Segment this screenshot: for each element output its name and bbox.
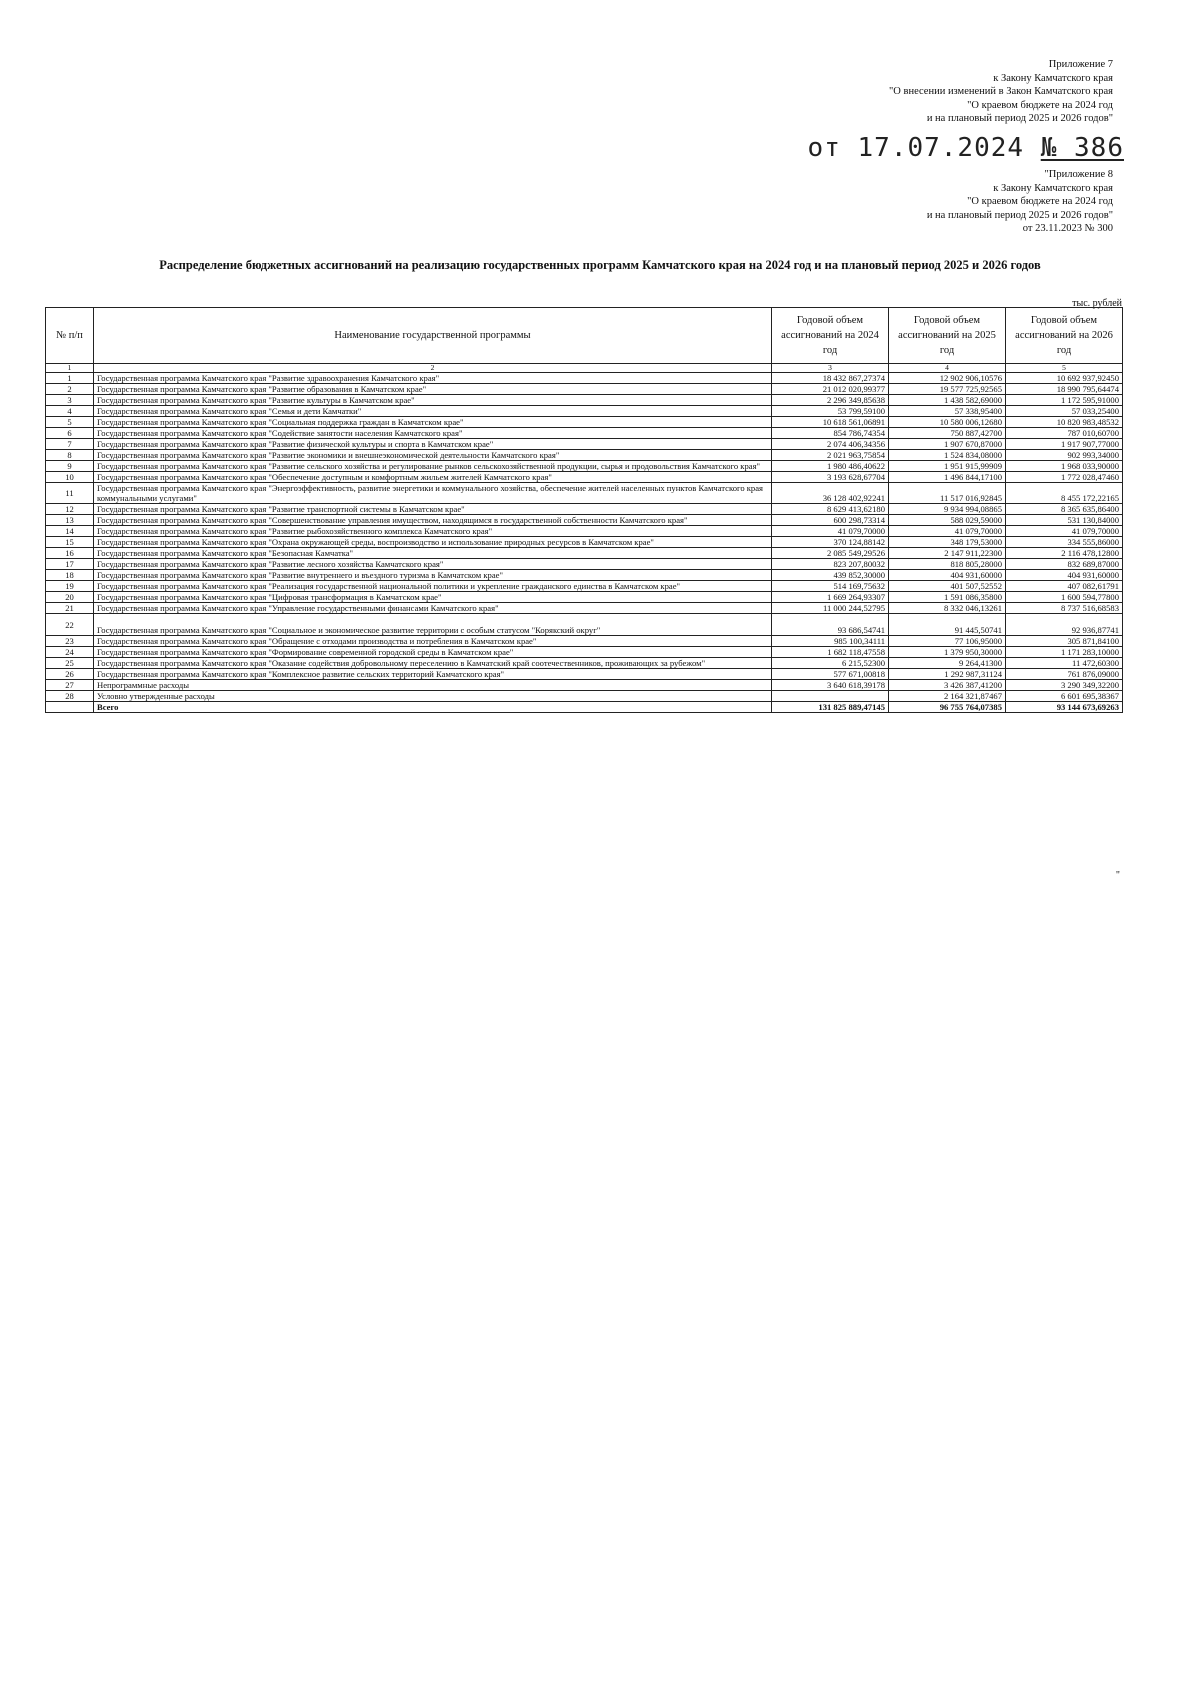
program-name: Государственная программа Камчатского края "Совершенствование управления имуществом, находящимся в государственной собственности Камчатского края" bbox=[94, 515, 772, 526]
table-row bbox=[46, 559, 1123, 570]
value-2026: 3 290 349,32200 bbox=[1006, 680, 1123, 691]
program-name: Государственная программа Камчатского края "Энергоэффективность, развитие энергетики и коммунального хозяйства, обеспечение жителей населенных пунктов Камчатского края коммунальными услугами" bbox=[94, 483, 772, 504]
value-2025: 818 805,28000 bbox=[889, 559, 1006, 570]
row-number: 7 bbox=[46, 439, 94, 450]
value-2025: 348 179,53000 bbox=[889, 537, 1006, 548]
program-name: Государственная программа Камчатского края "Социальная поддержка граждан в Камчатском крае" bbox=[94, 417, 772, 428]
total-2026: 93 144 673,69263 bbox=[1006, 702, 1123, 713]
value-2024: 3 640 618,39178 bbox=[772, 680, 889, 691]
value-2024: 985 100,34111 bbox=[772, 636, 889, 647]
value-2025: 1 438 582,69000 bbox=[889, 395, 1006, 406]
program-name: Государственная программа Камчатского края "Обращение с отходами производства и потребления в Камчатском крае" bbox=[94, 636, 772, 647]
row-number: 21 bbox=[46, 603, 94, 614]
units-label: тыс. рублей bbox=[1072, 298, 1122, 309]
row-number: 18 bbox=[46, 570, 94, 581]
table-row bbox=[46, 680, 1123, 691]
value-2024: 1 669 264,93307 bbox=[772, 592, 889, 603]
value-2024: 514 169,75632 bbox=[772, 581, 889, 592]
value-2024: 1 682 118,47558 bbox=[772, 647, 889, 658]
program-name: Государственная программа Камчатского края "Оказание содействия добровольному переселению в Камчатский край соотечественников, проживающих за рубежом" bbox=[94, 658, 772, 669]
program-name: Государственная программа Камчатского края "Безопасная Камчатка" bbox=[94, 548, 772, 559]
row-number: 20 bbox=[46, 592, 94, 603]
program-name: Государственная программа Камчатского края "Цифровая трансформация в Камчатском крае" bbox=[94, 592, 772, 603]
value-2025: 9 264,41300 bbox=[889, 658, 1006, 669]
value-2026: 305 871,84100 bbox=[1006, 636, 1123, 647]
program-name: Государственная программа Камчатского края "Формирование современной городской среды в Камчатском крае" bbox=[94, 647, 772, 658]
closing-quote-mark: " bbox=[1115, 870, 1120, 881]
value-2025: 12 902 906,10576 bbox=[889, 373, 1006, 384]
value-2024: 3 193 628,67704 bbox=[772, 472, 889, 483]
value-2026: 407 082,61791 bbox=[1006, 581, 1123, 592]
table-row bbox=[46, 384, 1123, 395]
table-row bbox=[46, 373, 1123, 384]
header-line: "О краевом бюджете на 2024 год bbox=[967, 196, 1113, 207]
value-2024: 2 085 549,29526 bbox=[772, 548, 889, 559]
table-row bbox=[46, 658, 1123, 669]
value-2025: 1 292 987,31124 bbox=[889, 669, 1006, 680]
value-2025: 11 517 016,92845 bbox=[889, 483, 1006, 504]
program-name: Условно утвержденные расходы bbox=[94, 691, 772, 702]
row-number: 19 bbox=[46, 581, 94, 592]
value-2025: 401 507,52552 bbox=[889, 581, 1006, 592]
value-2024: 1 980 486,40622 bbox=[772, 461, 889, 472]
value-2026: 10 692 937,92450 bbox=[1006, 373, 1123, 384]
row-number: 10 bbox=[46, 472, 94, 483]
value-2024: 8 629 413,62180 bbox=[772, 504, 889, 515]
program-name: Государственная программа Камчатского края "Развитие сельского хозяйства и регулирование рынков сельскохозяйственной продукции, сырья и продовольствия Камчатского края" bbox=[94, 461, 772, 472]
header-line: "Приложение 8 bbox=[1044, 169, 1113, 180]
value-2024: 600 298,73314 bbox=[772, 515, 889, 526]
value-2026: 41 079,70000 bbox=[1006, 526, 1123, 537]
value-2024: 11 000 244,52795 bbox=[772, 603, 889, 614]
value-2024: 21 012 020,99377 bbox=[772, 384, 889, 395]
program-name: Государственная программа Камчатского края "Комплексное развитие сельских территорий Камчатского края" bbox=[94, 669, 772, 680]
table-row bbox=[46, 570, 1123, 581]
header-2024: Годовой объем ассигнований на 2024 год bbox=[772, 308, 889, 364]
value-2026: 761 876,09000 bbox=[1006, 669, 1123, 680]
row-number: 14 bbox=[46, 526, 94, 537]
date-number-stamp bbox=[808, 133, 1124, 163]
value-2025: 91 445,50741 bbox=[889, 614, 1006, 636]
row-number: 9 bbox=[46, 461, 94, 472]
value-2024: 370 124,88142 bbox=[772, 537, 889, 548]
row-number: 1 bbox=[46, 373, 94, 384]
header-line: и на плановый период 2025 и 2026 годов" bbox=[926, 113, 1113, 124]
value-2025: 1 951 915,99909 bbox=[889, 461, 1006, 472]
program-name: Государственная программа Камчатского края "Развитие образования в Камчатском крае" bbox=[94, 384, 772, 395]
total-num bbox=[46, 702, 94, 713]
program-name: Государственная программа Камчатского края "Содействие занятости населения Камчатского края" bbox=[94, 428, 772, 439]
header-num: № п/п bbox=[46, 308, 94, 364]
program-name: Государственная программа Камчатского края "Развитие здравоохранения Камчатского края" bbox=[94, 373, 772, 384]
program-name: Государственная программа Камчатского края "Развитие культуры в Камчатском крае" bbox=[94, 395, 772, 406]
value-2024: 2 296 349,85638 bbox=[772, 395, 889, 406]
table-header-row bbox=[46, 308, 1123, 364]
program-name: Государственная программа Камчатского края "Развитие лесного хозяйства Камчатского края" bbox=[94, 559, 772, 570]
program-name: Государственная программа Камчатского края "Развитие внутреннего и въездного туризма в Камчатском крае" bbox=[94, 570, 772, 581]
value-2024: 53 799,59100 bbox=[772, 406, 889, 417]
value-2026: 18 990 795,64474 bbox=[1006, 384, 1123, 395]
budget-table bbox=[45, 307, 1123, 713]
value-2025: 2 147 911,22300 bbox=[889, 548, 1006, 559]
value-2025: 1 496 844,17100 bbox=[889, 472, 1006, 483]
header-2026: Годовой объем ассигнований на 2026 год bbox=[1006, 308, 1123, 364]
table-row bbox=[46, 548, 1123, 559]
value-2024: 93 686,54741 bbox=[772, 614, 889, 636]
header-line: к Закону Камчатского края bbox=[993, 72, 1113, 84]
table-body bbox=[46, 373, 1123, 713]
table-row bbox=[46, 691, 1123, 702]
value-2026: 8 365 635,86400 bbox=[1006, 504, 1123, 515]
row-number: 6 bbox=[46, 428, 94, 439]
header-line: "О краевом бюджете на 2024 год bbox=[967, 99, 1113, 111]
row-number: 12 bbox=[46, 504, 94, 515]
table-row bbox=[46, 515, 1123, 526]
value-2026: 1 968 033,90000 bbox=[1006, 461, 1123, 472]
value-2026: 1 772 028,47460 bbox=[1006, 472, 1123, 483]
value-2026: 531 130,84000 bbox=[1006, 515, 1123, 526]
table-row bbox=[46, 636, 1123, 647]
value-2024: 2 074 406,34356 bbox=[772, 439, 889, 450]
table-row bbox=[46, 417, 1123, 428]
value-2025: 2 164 321,87467 bbox=[889, 691, 1006, 702]
value-2025: 10 580 006,12680 bbox=[889, 417, 1006, 428]
value-2025: 8 332 046,13261 bbox=[889, 603, 1006, 614]
row-number: 11 bbox=[46, 483, 94, 504]
stamp-prefix: от bbox=[807, 133, 841, 163]
value-2024: 823 207,80032 bbox=[772, 559, 889, 570]
col-index: 4 bbox=[889, 364, 1006, 373]
value-2024 bbox=[772, 691, 889, 702]
value-2026: 11 472,60300 bbox=[1006, 658, 1123, 669]
total-label: Всего bbox=[94, 702, 772, 713]
header-name: Наименование государственной программы bbox=[94, 308, 772, 364]
row-number: 13 bbox=[46, 515, 94, 526]
value-2026: 8 737 516,68583 bbox=[1006, 603, 1123, 614]
row-number: 24 bbox=[46, 647, 94, 658]
value-2026: 1 172 595,91000 bbox=[1006, 395, 1123, 406]
program-name: Государственная программа Камчатского края "Социальное и экономическое развитие территории с особым статусом "Корякский округ" bbox=[94, 614, 772, 636]
row-number: 3 bbox=[46, 395, 94, 406]
program-name: Государственная программа Камчатского края "Развитие транспортной системы в Камчатском крае" bbox=[94, 504, 772, 515]
value-2025: 1 379 950,30000 bbox=[889, 647, 1006, 658]
header-line: от 23.11.2023 № 300 bbox=[1022, 223, 1113, 234]
table-row bbox=[46, 647, 1123, 658]
value-2024: 36 128 402,92241 bbox=[772, 483, 889, 504]
program-name: Государственная программа Камчатского края "Развитие рыбохозяйственного комплекса Камчатского края" bbox=[94, 526, 772, 537]
column-index-row bbox=[46, 364, 1123, 373]
table-row bbox=[46, 450, 1123, 461]
value-2024: 439 852,30000 bbox=[772, 570, 889, 581]
value-2025: 9 934 994,08865 bbox=[889, 504, 1006, 515]
table-row bbox=[46, 483, 1123, 504]
value-2025: 3 426 387,41200 bbox=[889, 680, 1006, 691]
row-number: 8 bbox=[46, 450, 94, 461]
col-index: 3 bbox=[772, 364, 889, 373]
document-title: Распределение бюджетных ассигнований на реализацию государственных программ Камчатского края на 2024 год и на плановый период 2025 и 2026 годов bbox=[159, 258, 1041, 272]
program-name: Государственная программа Камчатского края "Управление государственными финансами Камчатского края" bbox=[94, 603, 772, 614]
value-2026: 1 600 594,77800 bbox=[1006, 592, 1123, 603]
value-2026: 902 993,34000 bbox=[1006, 450, 1123, 461]
program-name: Государственная программа Камчатского края "Развитие экономики и внешнеэкономической деятельности Камчатского края" bbox=[94, 450, 772, 461]
value-2026: 6 601 695,38367 bbox=[1006, 691, 1123, 702]
col-index: 1 bbox=[46, 364, 94, 373]
header-line: к Закону Камчатского края bbox=[993, 182, 1113, 194]
value-2025: 588 029,59000 bbox=[889, 515, 1006, 526]
row-number: 5 bbox=[46, 417, 94, 428]
value-2026: 1 171 283,10000 bbox=[1006, 647, 1123, 658]
value-2026: 10 820 983,48532 bbox=[1006, 417, 1123, 428]
value-2025: 77 106,95000 bbox=[889, 636, 1006, 647]
table-row bbox=[46, 581, 1123, 592]
value-2026: 57 033,25400 bbox=[1006, 406, 1123, 417]
value-2025: 750 887,42700 bbox=[889, 428, 1006, 439]
value-2024: 2 021 963,75854 bbox=[772, 450, 889, 461]
value-2025: 1 524 834,08000 bbox=[889, 450, 1006, 461]
value-2026: 2 116 478,12800 bbox=[1006, 548, 1123, 559]
row-number: 17 bbox=[46, 559, 94, 570]
row-number: 28 bbox=[46, 691, 94, 702]
value-2025: 57 338,95400 bbox=[889, 406, 1006, 417]
value-2025: 1 591 086,35800 bbox=[889, 592, 1006, 603]
row-number: 25 bbox=[46, 658, 94, 669]
value-2026: 8 455 172,22165 bbox=[1006, 483, 1123, 504]
row-number: 2 bbox=[46, 384, 94, 395]
value-2025: 19 577 725,92565 bbox=[889, 384, 1006, 395]
table-row bbox=[46, 395, 1123, 406]
row-number: 4 bbox=[46, 406, 94, 417]
value-2026: 1 917 907,77000 bbox=[1006, 439, 1123, 450]
value-2026: 832 689,87000 bbox=[1006, 559, 1123, 570]
table-row bbox=[46, 428, 1123, 439]
table-row bbox=[46, 439, 1123, 450]
table-row bbox=[46, 592, 1123, 603]
stamp-date: 17.07.2024 bbox=[857, 133, 1025, 163]
col-index: 5 bbox=[1006, 364, 1123, 373]
value-2025: 1 907 670,87000 bbox=[889, 439, 1006, 450]
value-2026: 787 010,60700 bbox=[1006, 428, 1123, 439]
value-2024: 854 786,74354 bbox=[772, 428, 889, 439]
program-name: Государственная программа Камчатского края "Обеспечение доступным и комфортным жильем жителей Камчатского края" bbox=[94, 472, 772, 483]
table-row bbox=[46, 472, 1123, 483]
total-2025: 96 755 764,07385 bbox=[889, 702, 1006, 713]
value-2024: 10 618 561,06891 bbox=[772, 417, 889, 428]
program-name: Государственная программа Камчатского края "Реализация государственной национальной политики и укрепление гражданского единства в Камчатском крае" bbox=[94, 581, 772, 592]
col-index: 2 bbox=[94, 364, 772, 373]
row-number: 16 bbox=[46, 548, 94, 559]
header-block-appendix-8 bbox=[927, 168, 1113, 236]
header-block-appendix-7 bbox=[889, 58, 1113, 126]
value-2024: 6 215,52300 bbox=[772, 658, 889, 669]
value-2025: 404 931,60000 bbox=[889, 570, 1006, 581]
table-row bbox=[46, 526, 1123, 537]
header-line: и на плановый период 2025 и 2026 годов" bbox=[926, 209, 1113, 221]
table-row bbox=[46, 504, 1123, 515]
total-row bbox=[46, 702, 1123, 713]
total-2024: 131 825 889,47145 bbox=[772, 702, 889, 713]
program-name: Непрограммные расходы bbox=[94, 680, 772, 691]
value-2026: 404 931,60000 bbox=[1006, 570, 1123, 581]
value-2026: 334 555,86000 bbox=[1006, 537, 1123, 548]
table-row bbox=[46, 461, 1123, 472]
value-2026: 92 936,87741 bbox=[1006, 614, 1123, 636]
table-row bbox=[46, 614, 1123, 636]
table-row bbox=[46, 669, 1123, 680]
header-line: "О внесении изменений в Закон Камчатского края bbox=[889, 86, 1113, 97]
value-2024: 18 432 867,27374 bbox=[772, 373, 889, 384]
table-row bbox=[46, 603, 1123, 614]
row-number: 23 bbox=[46, 636, 94, 647]
program-name: Государственная программа Камчатского края "Развитие физической культуры и спорта в Камчатском крае" bbox=[94, 439, 772, 450]
table-row bbox=[46, 537, 1123, 548]
row-number: 15 bbox=[46, 537, 94, 548]
row-number: 26 bbox=[46, 669, 94, 680]
row-number: 27 bbox=[46, 680, 94, 691]
header-line: Приложение 7 bbox=[1048, 59, 1113, 70]
table-row bbox=[46, 406, 1123, 417]
program-name: Государственная программа Камчатского края "Охрана окружающей среды, воспроизводство и использование природных ресурсов в Камчатском крае" bbox=[94, 537, 772, 548]
value-2024: 577 671,00818 bbox=[772, 669, 889, 680]
value-2025: 41 079,70000 bbox=[889, 526, 1006, 537]
header-2025: Годовой объем ассигнований на 2025 год bbox=[889, 308, 1006, 364]
stamp-number: № 386 bbox=[1040, 133, 1124, 163]
row-number: 22 bbox=[46, 614, 94, 636]
program-name: Государственная программа Камчатского края "Семья и дети Камчатки" bbox=[94, 406, 772, 417]
value-2024: 41 079,70000 bbox=[772, 526, 889, 537]
